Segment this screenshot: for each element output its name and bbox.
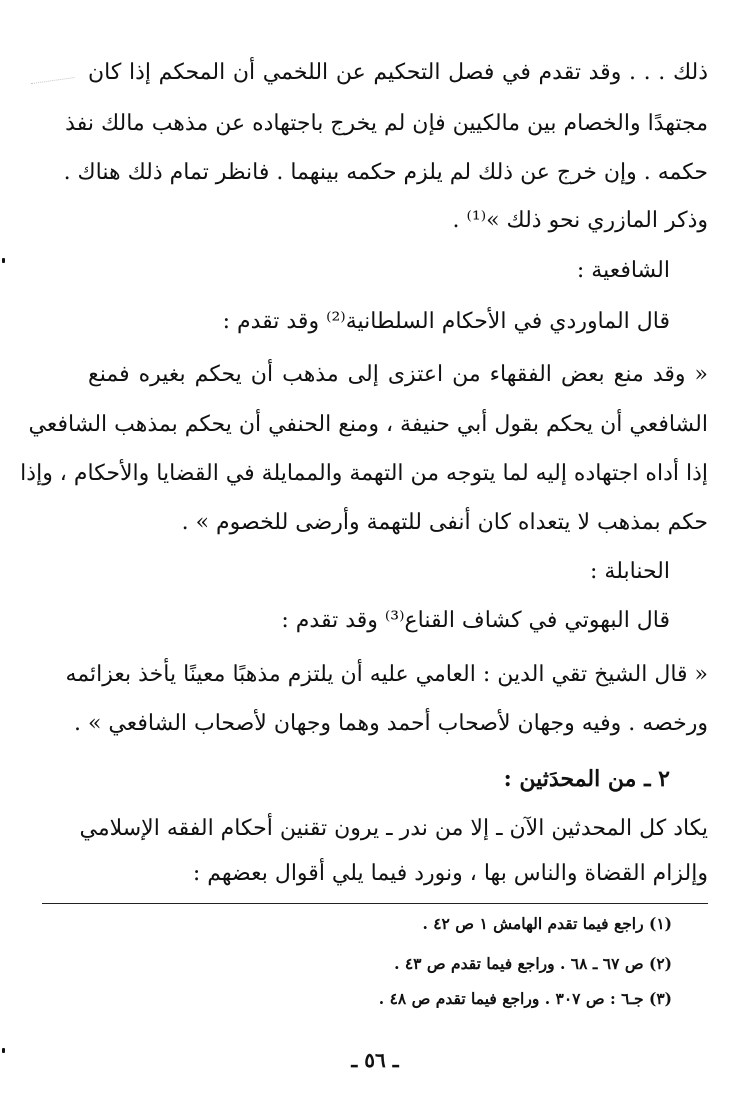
scan-smudge [31, 77, 77, 102]
footnote: (٣) جـ٦ : ص ٣٠٧ . وراجع فيما تقدم ص ٤٨ . [378, 989, 672, 1008]
section-heading-modern: ٢ ـ من المحدَثين : [503, 766, 670, 792]
body-line: قال الماوردي في الأحكام السلطانية⁽²⁾ وقد تقدم : [222, 309, 670, 334]
footnote-separator [42, 903, 708, 904]
page-number: ـ ٥٦ ـ [351, 1048, 399, 1072]
quote-line: ورخصه . وفيه وجهان لأصحاب أحمد وهما وجهان لأصحاب الشافعي » . [73, 711, 708, 736]
body-line: وإلزام القضاة والناس بها ، ونورد فيما يلي أقوال بعضهم : [192, 861, 708, 886]
footnote: (١) راجع فيما تقدم الهامش ١ ص ٤٢ . [422, 914, 672, 933]
section-heading-shafiiya: الشافعية : [576, 258, 670, 283]
body-line: ذلك . . . وقد تقدم في فصل التحكيم عن اللخمي أن المحكم إذا كان [88, 60, 708, 85]
scan-mark [2, 258, 5, 263]
section-heading-hanabila: الحنابلة : [590, 559, 670, 584]
quote-line: الشافعي أن يحكم بقول أبي حنيفة ، ومنع الحنفي أن يحكم بمذهب الشافعي [28, 412, 708, 437]
body-line: مجتهدًا والخصام بين مالكيين فإن لم يخرج باجتهاده عن مذهب مالك نفذ [65, 111, 708, 136]
body-line: وذكر المازري نحو ذلك »⁽¹⁾ . [452, 208, 708, 233]
body-line: يكاد كل المحدثين الآن ـ إلا من ندر ـ يرون تقنين أحكام الفقه الإسلامي [79, 816, 708, 841]
footnote: (٢) ص ٦٧ ـ ٦٨ . وراجع فيما تقدم ص ٤٣ . [394, 954, 672, 973]
quote-line: حكم بمذهب لا يتعداه كان أنفى للتهمة وأرضى للخصوم » . [181, 510, 708, 535]
body-line: حكمه . وإن خرج عن ذلك لم يلزم حكمه بينهما . فانظر تمام ذلك هناك . [63, 160, 708, 185]
quote-line: إذا أداه اجتهاده إليه لما يتوجه من التهمة والممايلة في القضايا والأحكام ، وإذا [20, 461, 708, 486]
body-line: قال البهوتي في كشاف القناع⁽³⁾ وقد تقدم : [281, 608, 670, 633]
quote-line: « وقد منع بعض الفقهاء من اعتزى إلى مذهب أن يحكم بغيره فمنع [88, 362, 708, 387]
quote-line: « قال الشيخ تقي الدين : العامي عليه أن يلتزم مذهبًا معينًا يأخذ بعزائمه [65, 662, 708, 687]
